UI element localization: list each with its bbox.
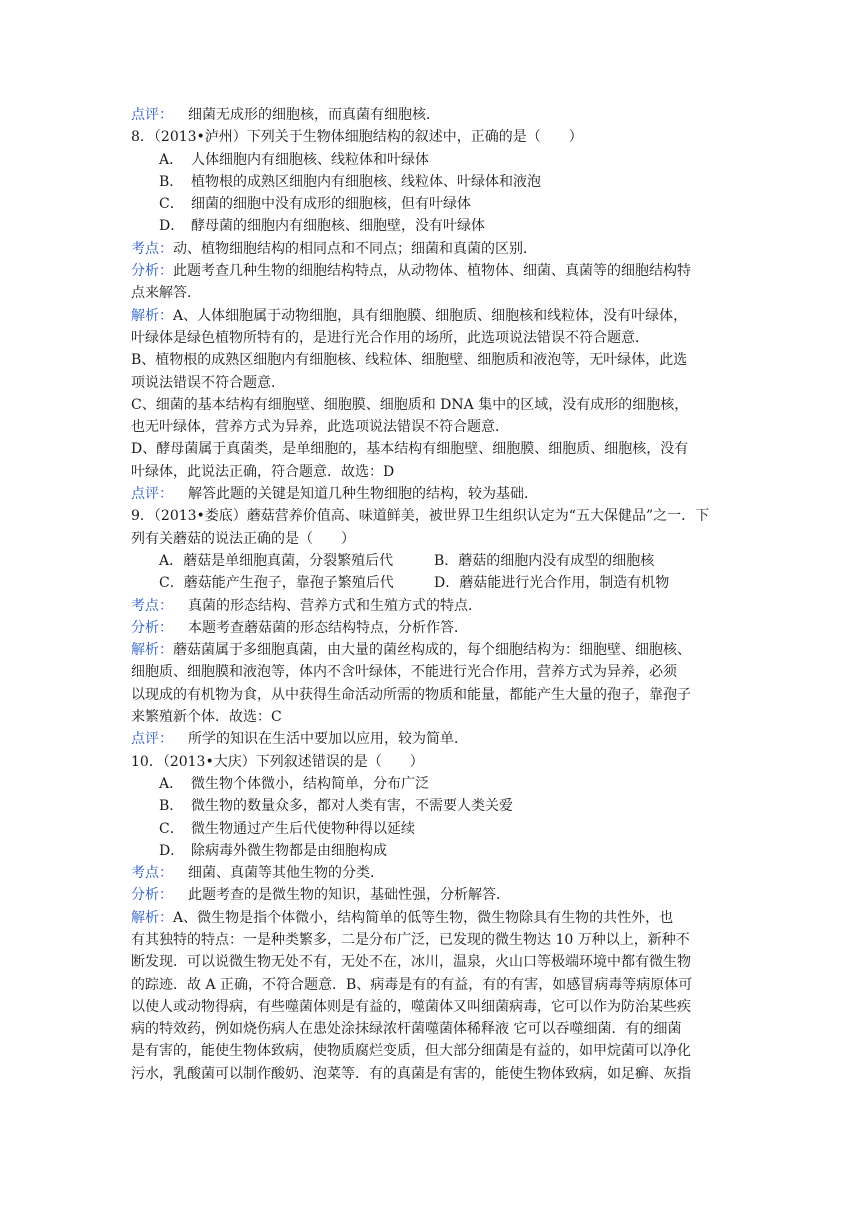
q9-option-c: C．蘑菇能产生孢子，靠孢子繁殖后代 (159, 575, 394, 592)
q10-analysis: 分析： 此题考查的是微生物的知识，基础性强，分析解答． (131, 884, 731, 906)
q10-point: 考点： 细菌、真菌等其他生物的分类． (131, 862, 731, 884)
analysis-tag: 分析： (131, 263, 173, 280)
q8-solution-line: 项说法错误不符合题意． (131, 374, 285, 391)
q10-solution-line: 有其独特的特点：一是种类繁多，二是分布广泛，已发现的微生物达 10 万种以上，新种不 (131, 931, 690, 948)
q10-solution-line: 断发现．可以说微生物无处不有，无处不在，冰川，温泉，火山口等极端环境中都有微生物 (131, 954, 691, 971)
q10-option-a: A． 微生物个体微小，结构简单，分布广泛 (159, 775, 429, 792)
solution-tag: 解析： (131, 642, 173, 659)
review-tag: 点评： (131, 107, 173, 123)
review-tag: 点评： (131, 731, 173, 748)
q9-solution-line: 解析：蘑菇菌属于多细胞真菌，由大量的菌丝构成的，每个细胞结构为：细胞壁、细胞核、 (131, 639, 731, 661)
analysis-tag: 分析： (131, 619, 173, 636)
solution-tag: 解析： (131, 307, 173, 324)
q10-solution-line: 污水，乳酸菌可以制作酸奶、泡菜等．有的真菌是有害的，能使生物体致病，如足癣、灰指 (131, 1065, 691, 1082)
q8-solution-line: 叶绿体是绿色植物所特有的，是进行光合作用的场所，此选项说法错误不符合题意． (131, 329, 649, 346)
q8-solution-line: 叶绿体，此说法正确，符合题意．故选：D (131, 463, 395, 480)
q8-option-a: A． 人体细胞内有细胞核、线粒体和叶绿体 (159, 151, 429, 168)
q8-stem: 8．（2013•泸州）下列关于生物体细胞结构的叙述中，正确的是（ ） (131, 129, 583, 146)
q8-solution-line: D、酵母菌属于真菌类，是单细胞的，基本结构有细胞壁、细胞膜、细胞质、细胞核，没有 (131, 441, 689, 458)
q9-solution-line: 来繁殖新个体．故选：C (131, 709, 282, 726)
q8-analysis-line: 分析：此题考查几种生物的细胞结构特点，从动物体、植物体、细菌、真菌等的细胞结构特 (131, 263, 691, 280)
q9-option-b: B．蘑菇的细胞内没有成型的细胞核 (434, 552, 655, 569)
q8-analysis-line: 点来解答． (131, 285, 201, 302)
q10-solution-line: 病的特效药，例如烧伤病人在患处涂抹绿浓杆菌噬菌体稀释液 它可以吞噬细菌．有的细菌 (131, 1021, 682, 1038)
q9-option-d: D．蘑菇能进行光合作用，制造有机物 (434, 575, 670, 592)
q9-analysis: 分析： 本题考查蘑菇菌的形态结构特点，分析作答． (131, 617, 731, 639)
q10-solution-line: 是有害的，能使生物体致病，使物质腐烂变质，但大部分细菌是有益的，如甲烷菌可以净化 (131, 1043, 691, 1060)
q10-option-c: C． 微生物通过产生后代使物种得以延续 (159, 820, 415, 837)
q10-solution-line: 解析：A、微生物是指个体微小，结构简单的低等生物，微生物除具有生物的共性外，也 (131, 907, 731, 929)
q9-stem-line: 列有关蘑菇的说法正确的是（ ） (131, 530, 355, 547)
point-tag: 考点： (131, 597, 173, 614)
q8-option-b: B． 植物根的成熟区细胞内有细胞核、线粒体、叶绿体和液泡 (159, 173, 541, 190)
q8-solution-line: 解析：A、人体细胞属于动物细胞，具有细胞膜、细胞质、细胞核和线粒体，没有叶绿体， (131, 305, 731, 327)
q9-point: 考点： 真菌的形态结构、营养方式和生殖方式的特点． (131, 595, 731, 617)
q8-solution-line: 也无叶绿体，营养方式为异养，此选项说法错误不符合题意． (131, 419, 509, 436)
q8-option-d: D． 酵母菌的细胞内有细胞核、细胞壁，没有叶绿体 (159, 218, 485, 235)
q10-stem: 10．（2013•大庆）下列叙述错误的是（ ） (131, 753, 424, 770)
q8-review: 点评： 解答此题的关键是知道几种生物细胞的结构，较为基础． (131, 483, 731, 505)
q10-solution-line: 以使人或动物得病，有些噬菌体则是有益的，噬菌体又叫细菌病毒，它可以作为防治某些疾 (131, 998, 691, 1015)
q8-solution-line: C、细菌的基本结构有细胞壁、细胞膜、细胞质和 DNA 集中的区域，没有成形的细胞核， (131, 396, 689, 413)
document-page (131, 104, 731, 1085)
q10-option-d: D． 除病毒外微生物都是由细胞构成 (159, 842, 387, 859)
q9-review: 点评： 所学的知识在生活中要加以应用，较为简单． (131, 728, 731, 750)
point-tag: 考点： (131, 240, 173, 257)
q9-options-row (131, 550, 731, 572)
q7-review: 点评： 细菌无成形的细胞核，而真菌有细胞核． (131, 104, 731, 126)
solution-tag: 解析： (131, 909, 173, 926)
q8-option-c: C． 细菌的细胞中没有成形的细胞核，但有叶绿体 (159, 196, 471, 213)
q9-option-a: A．蘑菇是单细胞真菌，分裂繁殖后代 (159, 552, 394, 569)
q9-solution-line: 以现成的有机物为食，从中获得生命活动所需的物质和能量，都能产生大量的孢子，靠孢子 (131, 686, 691, 703)
point-tag: 考点： (131, 865, 173, 882)
q9-options-row (131, 572, 731, 594)
q8-point: 考点：动、植物细胞结构的相同点和不同点；细菌和真菌的区别． (131, 240, 537, 257)
review-tag: 点评： (131, 486, 173, 503)
q10-option-b: B． 微生物的数量众多，都对人类有害，不需要人类关爱 (159, 798, 513, 815)
q9-stem-line: 9．（2013•娄底）蘑菇营养价值高、味道鲜美，被世界卫生组织认定为“五大保健品”之一．下 (131, 508, 710, 525)
q8-solution-line: B、植物根的成熟区细胞内有细胞核、线粒体、细胞壁、细胞质和液泡等，无叶绿体，此选 (131, 352, 688, 369)
analysis-tag: 分析： (131, 887, 173, 904)
q9-solution-line: 细胞质、细胞膜和液泡等，体内不含叶绿体，不能进行光合作用，营养方式为异养，必须 (131, 664, 677, 681)
q10-solution-line: 的踪迹．故 A 正确，不符合题意．B、病毒是有的有益，有的有害，如感冒病毒等病原体可 (131, 976, 693, 993)
